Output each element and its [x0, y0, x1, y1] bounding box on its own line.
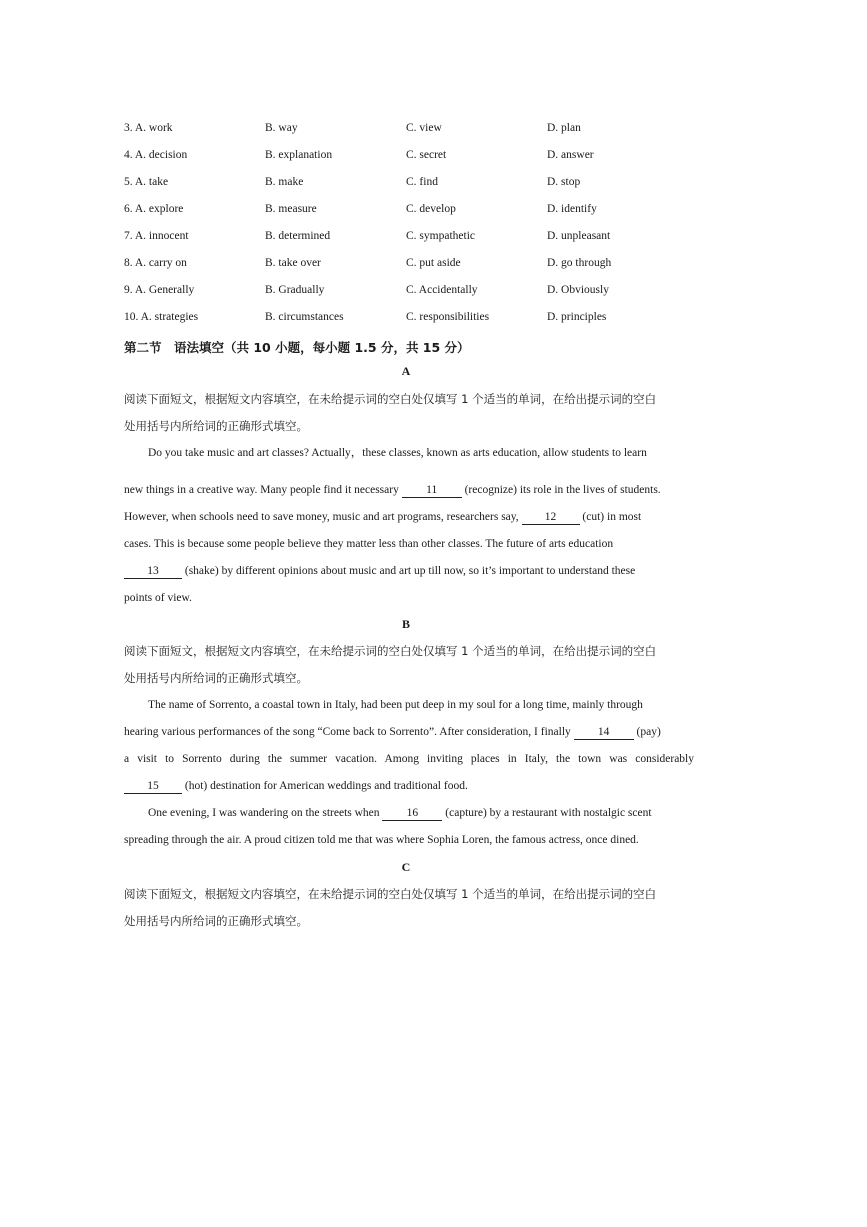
passage-line: spreading through the air. A proud citizen told me that was where Sophia Loren, the famous actress, once dined.	[124, 834, 639, 846]
part-a-passage	[124, 440, 694, 612]
option-row	[124, 176, 744, 203]
passage-text: (shake) by different opinions about music and art up till now, so it’s important to understand these	[182, 565, 636, 577]
option-d: D. unpleasant	[547, 230, 611, 242]
instruction-line: 处用括号内所给词的正确形式填空。	[124, 419, 308, 433]
passage-line	[124, 477, 694, 504]
passage-text: However, when schools need to save money, music and art programs, researchers say,	[124, 511, 522, 523]
passage-line	[124, 719, 694, 746]
passage-text: (pay)	[633, 726, 661, 738]
passage-text: new things in a creative way. Many people find it necessary	[124, 484, 402, 496]
option-c: C. find	[406, 176, 438, 188]
part-a-label: A	[401, 364, 411, 378]
passage-text: (hot) destination for American weddings and traditional food.	[182, 780, 468, 792]
option-row	[124, 230, 744, 257]
option-d: D. answer	[547, 149, 594, 161]
passage-line: a visit to Sorrento during the summer vacation. Among inviting places in Italy, the town was considerably	[124, 753, 694, 765]
option-c: C. develop	[406, 203, 456, 215]
option-row	[124, 122, 744, 149]
option-a: 9. A. Generally	[124, 284, 195, 296]
option-a: 7. A. innocent	[124, 230, 189, 242]
passage-text: One evening, I was wandering on the streets when	[148, 807, 383, 819]
option-d: D. stop	[547, 176, 581, 188]
option-c: C. sympathetic	[406, 230, 475, 242]
option-b: B. take over	[265, 257, 321, 269]
option-c: C. Accidentally	[406, 284, 478, 296]
option-c: C. responsibilities	[406, 311, 490, 323]
option-b: B. make	[265, 176, 304, 188]
passage-line	[124, 800, 694, 827]
option-row	[124, 257, 744, 284]
option-row	[124, 311, 744, 338]
option-row	[124, 284, 744, 311]
option-a: 5. A. take	[124, 176, 169, 188]
option-a: 10. A. strategies	[124, 311, 199, 323]
option-d: D. plan	[547, 122, 581, 134]
blank-12[interactable]: 12	[522, 511, 580, 525]
passage-line	[124, 773, 694, 800]
part-c-instruction	[124, 881, 694, 935]
option-a: 8. A. carry on	[124, 257, 187, 269]
passage-text: (cut) in most	[579, 511, 642, 523]
passage-text: (capture) by a restaurant with nostalgic scent	[442, 807, 652, 819]
part-b-instruction	[124, 638, 694, 692]
passage-line: Do you take music and art classes? Actually，these classes, known as arts education, allow students to learn	[148, 447, 647, 459]
option-d: D. Obviously	[547, 284, 609, 296]
option-b: B. explanation	[265, 149, 333, 161]
passage-line: cases. This is because some people believe they matter less than other classes. The future of arts education	[124, 538, 614, 550]
option-b: B. way	[265, 122, 298, 134]
instruction-line: 处用括号内所给词的正确形式填空。	[124, 671, 308, 685]
option-b: B. measure	[265, 203, 317, 215]
passage-line	[124, 504, 694, 531]
passage-line: points of view.	[124, 592, 192, 604]
option-list	[124, 122, 744, 338]
instruction-line: 阅读下面短文，根据短文内容填空，在未给提示词的空白处仅填写 1 个适当的单词，在给出提示词的空白	[124, 644, 657, 658]
blank-16[interactable]: 16	[382, 807, 442, 821]
option-c: C. secret	[406, 149, 447, 161]
part-a-instruction	[124, 386, 694, 440]
option-c: C. put aside	[406, 257, 461, 269]
part-c-label: C	[401, 860, 411, 874]
instruction-line: 阅读下面短文，根据短文内容填空，在未给提示词的空白处仅填写 1 个适当的单词，在给出提示词的空白	[124, 392, 657, 406]
passage-text: (recognize) its role in the lives of students.	[461, 484, 661, 496]
passage-line	[124, 558, 694, 585]
passage-line: The name of Sorrento, a coastal town in Italy, had been put deep in my soul for a long time, mainly through	[148, 699, 643, 711]
blank-15[interactable]: 15	[124, 780, 182, 794]
section-title: 第二节 语法填空（共 10 小题，每小题 1.5 分，共 15 分）	[124, 340, 470, 355]
option-a: 4. A. decision	[124, 149, 188, 161]
option-b: B. Gradually	[265, 284, 325, 296]
option-row	[124, 149, 744, 176]
part-b-label: B	[401, 617, 410, 631]
blank-14[interactable]: 14	[574, 726, 634, 740]
option-a: 6. A. explore	[124, 203, 184, 215]
option-c: C. view	[406, 122, 442, 134]
blank-11[interactable]: 11	[402, 484, 462, 498]
option-a: 3. A. work	[124, 122, 173, 134]
blank-13[interactable]: 13	[124, 565, 182, 579]
option-d: D. identify	[547, 203, 597, 215]
option-d: D. go through	[547, 257, 612, 269]
option-b: B. determined	[265, 230, 331, 242]
option-b: B. circumstances	[265, 311, 344, 323]
instruction-line: 阅读下面短文，根据短文内容填空，在未给提示词的空白处仅填写 1 个适当的单词，在给出提示词的空白	[124, 887, 657, 901]
passage-text: hearing various performances of the song “Come back to Sorrento”. After consideration, I finally	[124, 726, 574, 738]
option-row	[124, 203, 744, 230]
instruction-line: 处用括号内所给词的正确形式填空。	[124, 914, 308, 928]
part-b-passage	[124, 692, 694, 854]
option-d: D. principles	[547, 311, 607, 323]
